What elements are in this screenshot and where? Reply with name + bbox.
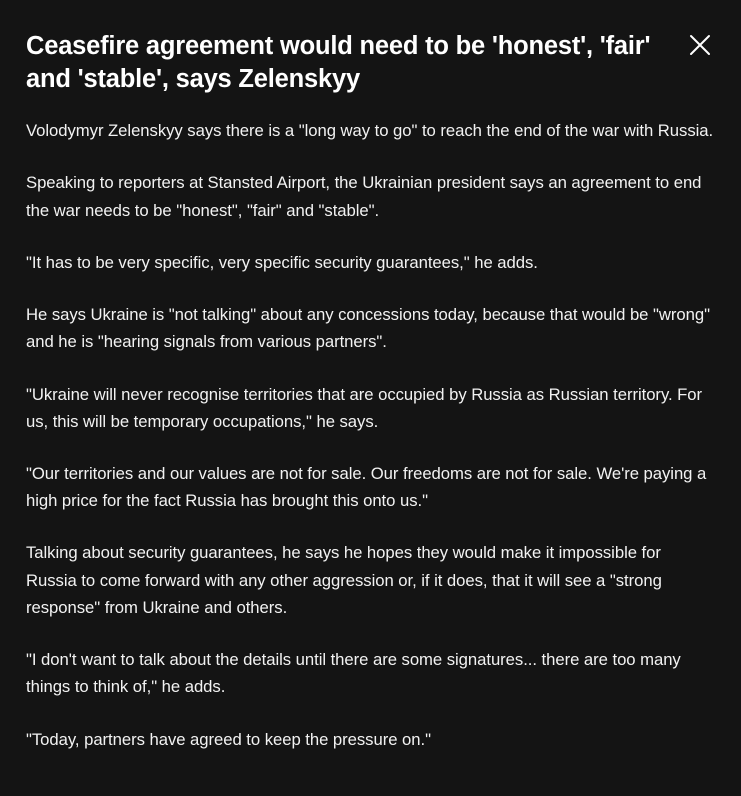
close-icon-button[interactable] xyxy=(683,28,717,62)
article-paragraph: Volodymyr Zelenskyy says there is a "long way to go" to reach the end of the war with Russia. xyxy=(26,121,714,141)
article-paragraph: "I don't want to talk about the details until there are some signatures... there are too many things to think of," he adds. xyxy=(26,650,681,697)
article-paragraph: "Today, partners have agreed to keep the pressure on." xyxy=(26,729,431,749)
article-body xyxy=(26,117,715,753)
article-paragraph: Talking about security guarantees, he says he hopes they would make it impossible for Russia to come forward with any other aggression or, if it does, that it will see a "strong response" from Ukraine and others. xyxy=(26,543,662,617)
close-icon xyxy=(689,34,711,56)
page-title: Ceasefire agreement would need to be 'honest', 'fair' and 'stable', says Zelenskyy xyxy=(26,32,651,93)
article-paragraph: "Our territories and our values are not for sale. Our freedoms are not for sale. We're paying a high price for the fact Russia has brought this onto us." xyxy=(26,464,707,511)
article-paragraph: Speaking to reporters at Stansted Airport, the Ukrainian president says an agreement to end the war needs to be "honest", "fair" and "stable". xyxy=(26,173,702,220)
article-paragraph: "It has to be very specific, very specific security guarantees," he adds. xyxy=(26,252,538,272)
article-paragraph: "Ukraine will never recognise territories that are occupied by Russia as Russian territory. For us, this will be temporary occupations," he says. xyxy=(26,384,703,431)
article-paragraph: He says Ukraine is "not talking" about any concessions today, because that would be "wrong" and he is "hearing signals from various partners". xyxy=(26,305,710,352)
